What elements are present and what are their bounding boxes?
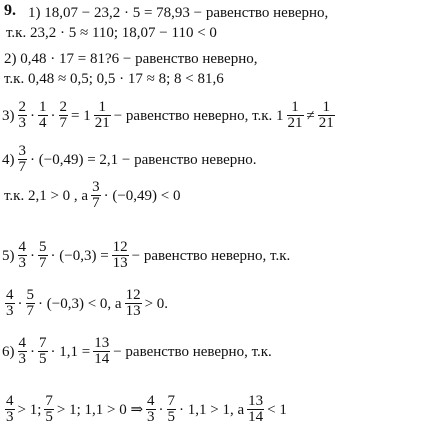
- fraction: $\frac{4}{3}$: [6, 287, 14, 319]
- fraction: $\frac{13}{14}$: [248, 393, 264, 425]
- problem-number: 9.: [4, 2, 16, 19]
- fraction: $\frac{7}{5}$: [45, 393, 53, 425]
- item-5-line-2: $\frac{4}{3}$ · $\frac{5}{7}$ · (−0,3) < 0, а $\frac{12}{13}$ > 0.: [6, 287, 169, 319]
- item-1-label: 1): [28, 5, 41, 21]
- fraction: $\frac{1}{21}$: [94, 99, 110, 131]
- fraction: $\frac{3}{7}$: [18, 143, 26, 175]
- fraction: $\frac{4}{3}$: [147, 393, 155, 425]
- fraction: $\frac{5}{7}$: [26, 287, 34, 319]
- item-5-label: 5): [2, 247, 15, 264]
- fraction: $\frac{5}{7}$: [39, 239, 47, 271]
- item-4-line-1: 4) $\frac{3}{7}$ · (−0,49) = 2,1 − равенство неверно.: [2, 143, 257, 175]
- item-6-label: 6): [2, 343, 15, 360]
- item-1-line-2: т.к. 23,2 · 5 ≈ 110; 18,07 − 110 < 0: [6, 25, 217, 41]
- item-5-line-1: 5) $\frac{4}{3}$ · $\frac{5}{7}$ · (−0,3) = $\frac{12}{13}$ − равенство неверно, т.к.: [2, 239, 291, 271]
- fraction: $\frac{4}{3}$: [18, 335, 26, 367]
- item-3-line-1: 3) $\frac{2}{3}$ · $\frac{1}{4}$ · $\frac{2}{7}$ = 1 $\frac{1}{21}$ − равенство неверно, т.к. 1 $\frac{1}{21}$ ≠ $\frac{1}{21}$: [2, 99, 334, 131]
- item-4-line-2: т.к. 2,1 > 0 , а $\frac{3}{7}$ · (−0,49) < 0: [4, 179, 181, 211]
- fraction: $\frac{7}{5}$: [39, 335, 47, 367]
- fraction: $\frac{13}{14}$: [94, 335, 110, 367]
- fraction: $\frac{3}{7}$: [92, 179, 100, 211]
- item-1-line-1: 1) 18,07 − 23,2 · 5 = 78,93 − равенство неверно,: [28, 5, 329, 21]
- fraction: $\frac{2}{7}$: [59, 99, 67, 131]
- fraction: $\frac{12}{13}$: [125, 287, 141, 319]
- item-2-label: 2): [4, 51, 17, 67]
- fraction: $\frac{4}{3}$: [18, 239, 26, 271]
- fraction: $\frac{7}{5}$: [167, 393, 176, 425]
- fraction: $\frac{12}{13}$: [112, 239, 128, 271]
- item-3-label: 3): [2, 107, 15, 124]
- fraction: $\frac{1}{21}$: [318, 99, 334, 131]
- fraction: $\frac{1}{4}$: [39, 99, 47, 131]
- fraction: $\frac{4}{3}$: [6, 393, 14, 425]
- item-6-line-1: 6) $\frac{4}{3}$ · $\frac{7}{5}$ · 1,1 = $\frac{13}{14}$ − равенство неверно, т.к.: [2, 335, 272, 367]
- fraction: $\frac{2}{3}$: [18, 99, 26, 131]
- item-4-label: 4): [2, 151, 15, 168]
- item-2-line-2: т.к. 0,48 ≈ 0,5; 0,5 · 17 ≈ 8; 8 < 81,6: [4, 71, 224, 87]
- item-2-line-1: 2) 0,48 · 17 = 81?6 − равенство неверно,: [4, 51, 258, 67]
- fraction: $\frac{1}{21}$: [287, 99, 303, 131]
- item-6-line-2: $\frac{4}{3}$ > 1; $\frac{7}{5}$ > 1; 1,1 > 0 ⇒ $\frac{4}{3}$ · $\frac{7}{5}$ · 1,1 > 1, а $\frac{13}{14}$ < 1: [6, 393, 287, 425]
